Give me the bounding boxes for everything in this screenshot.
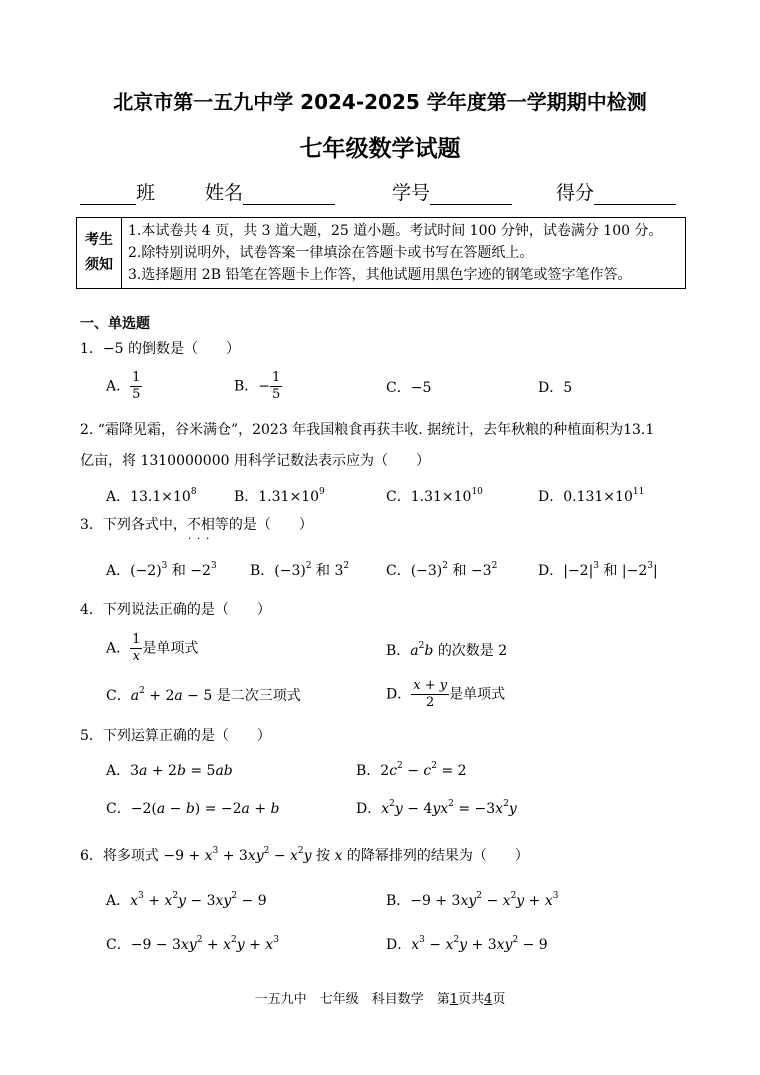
exam-title: 七年级数学试题 [299,136,461,162]
q6-option-d: D．$x^3 - x^2y + 3xy^2 - 9$ [386,935,548,953]
section-title: 一、单选题 [80,316,150,332]
q2-option-a: A．$13.1\times 10^8$ [106,487,197,505]
notice-key: 考生须知 [77,218,122,289]
q4-option-d: D． $\frac{x + y}{2}$ 是单项式 [386,678,506,710]
q4-option-b: B．$a^2b$ 的次数是 2 [386,641,508,659]
q5-option-c: C．−2(a − b) = −2a + b [106,801,280,817]
q2-option-b: B．$1.31\times 10^9$ [234,487,325,505]
q2-option-c: C．$1.31\times 10^{10}$ [386,487,483,505]
q5-option-b: B．$2c^2 - c^2 = 2$ [356,761,467,779]
q1-option-a: A． $\frac{1}{5}$ [106,370,141,402]
q3-option-a: A．$(-2)^3$ 和 $-2^3$ [106,561,217,579]
score-blank [594,184,676,205]
q3-option-b: B．$(-3)^2$ 和 $3^2$ [250,561,350,579]
class-blank [80,184,136,205]
q4-option-c: C．$a^2 + 2a - 5$ 是二次三项式 [106,686,301,704]
q1-option-b: B．− $\frac{1}{5}$ [234,370,281,402]
name-field [205,178,335,205]
notice-item: 3.选择题用 2B 铅笔在答题卡上作答，其他试题用黑色字迹的钢笔或签字笔作答。 [128,267,632,283]
question-4-stem: 4．下列说法正确的是（ ） [80,602,271,618]
question-5-stem: 5．下列运算正确的是（ ） [80,728,271,744]
question-1-stem: 1．−5 的倒数是（ ） [80,341,240,357]
question-2-line2: 亿亩，将 1310000000 用科学记数法表示应为（ ） [80,453,430,469]
question-3-stem: 3．下列各式中，不相等 · · ·的是（ ） [80,516,313,534]
q3-option-c: C．$(-3)^2$ 和 $-3^2$ [386,561,498,579]
name-label: 姓名 [205,182,244,204]
q3-option-d: D．$|-2|^3$ 和 $|-2^3|$ [538,561,658,579]
student-id-label: 学号 [392,182,431,204]
school-title: 北京市第一五九中学 2024-2025 学年度第一学期期中检测 [113,90,647,114]
q2-option-d: D．$0.131\times 10^{11}$ [538,487,645,505]
q1-option-d: D．5 [538,380,573,396]
score-field [556,178,676,205]
question-6-stem: 6．将多项式 $-9 + x^3 + 3xy^2 - x^2y$ 按 x 的降幂排列的结果为（ ） [80,846,529,864]
score-label: 得分 [556,182,595,204]
name-blank [243,184,335,205]
student-id-blank [430,184,512,205]
class-label: 班 [136,182,156,204]
q4-option-a: A． $\frac{1}{x}$ 是单项式 [106,632,199,664]
notice-items [122,218,686,289]
emphasis-text: 不相等 · · · [187,517,229,533]
notice-item: 2.除特别说明外，试卷答案一律填涂在答题卡或书写在答题纸上。 [128,245,534,261]
class-field [80,178,155,205]
page-footer: 一五九中 七年级 科目数学 第1页共4页 [254,992,506,1007]
question-2-line1: 2. “霜降见霜，谷米满仓”，2023 年我国粮食再获丰收. 据统计，去年秋粮的种植面积为13.1 [80,422,655,438]
notice-item: 1.本试卷共 4 页，共 3 道大题，25 道小题。考试时间 100 分钟，试卷满分 100 分。 [128,223,663,239]
q5-option-a: A．3a + 2b = 5ab [106,763,233,779]
exam-notice-table [76,217,686,289]
q6-option-a: A．$x^3 + x^2y - 3xy^2 - 9$ [106,891,267,909]
q6-option-b: B．$-9 + 3xy^2 - x^2y + x^3$ [386,891,559,909]
q6-option-c: C．$-9 - 3xy^2 + x^2y + x^3$ [106,935,279,953]
page-number: 1 [449,992,459,1007]
q5-option-d: D．$x^2y - 4yx^2 = -3x^2y$ [356,799,517,817]
q1-option-c: C．−5 [386,380,432,396]
page-total: 4 [484,992,493,1007]
student-id-field [392,178,512,205]
